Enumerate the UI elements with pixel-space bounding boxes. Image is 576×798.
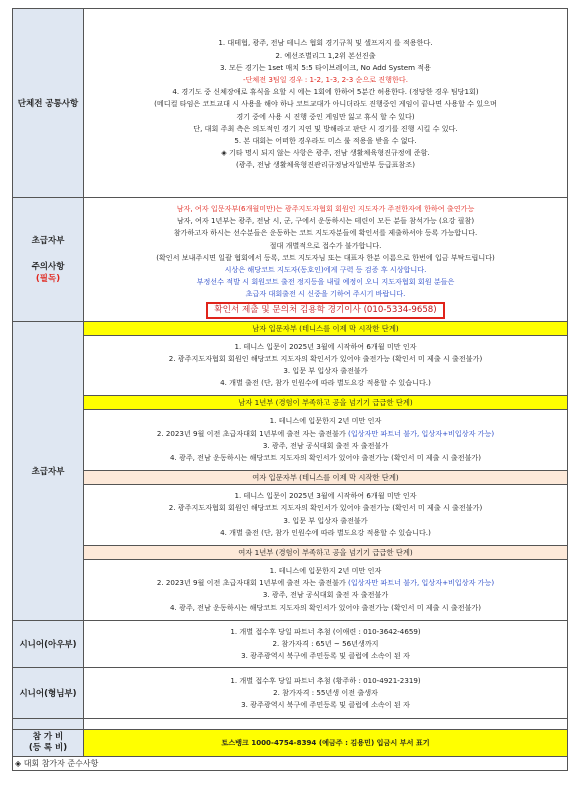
division-rule-line: 3. 광주, 전남 공식대회 출전 자 출전불가	[262, 590, 389, 600]
common-rules-content	[84, 9, 568, 198]
beginner-note-line: 부정선수 적발 시 회원코트 출전 정지등을 내릴 예정이 오니 지도자협회 회원 분들은	[196, 277, 455, 287]
senior-a-row	[13, 620, 568, 667]
fee-label-bottom: (등 록 비)	[28, 742, 68, 753]
rules-table	[12, 8, 568, 757]
beginner-division-label: 초급자부	[13, 321, 84, 620]
fee-account: 토스뱅크 1000-4754-8394 (예금주 : 김용민) 입금시 부서 표기	[84, 729, 568, 756]
division-rule-line: 2. 광주지도자협회 회원인 해당코트 지도자의 확인서가 있어야 출전가능 (확인서 미 제출 시 출전불가)	[168, 503, 483, 513]
participant-rules-footer: ◈ 대회 참가자 준수사항	[12, 757, 568, 771]
beginner-note-line: 시상은 해당코트 지도자(동호인)에게 구력 등 검증 후 시상합니다.	[224, 265, 427, 275]
common-rules-row	[13, 9, 568, 198]
beginner-notes-row	[13, 198, 568, 322]
division-rule-line: 4. 광주, 전남 운동하시는 해당코트 지도자의 확인서가 있어야 출전가능 (확인서 미 제출 시 출전불가)	[169, 602, 482, 612]
tournament-rules-sheet	[12, 8, 568, 771]
common-rule-line: -단체전 3팀일 경우 : 1-2, 1-3, 2-3 순으로 진행한다.	[243, 74, 408, 84]
fee-row	[13, 729, 568, 756]
common-rule-line: ◈ 기타 명시 되지 않는 사항은 광주, 전남 생활체육형진규정에 준함.	[221, 148, 430, 158]
division-rule-line: 2. 2023년 9월 이전 초급자대회 1년부에 출전 자는 출전불가 (입상자만 파트너 불가, 입상자+비입상자 가능)	[156, 578, 495, 588]
section-header-women-intro: 여자 입문자부 (테니스를 이제 막 시작한 단계)	[84, 470, 567, 485]
senior-a-content	[84, 620, 568, 667]
division-rule-line: 1. 테니스 입문이 2025년 3월에 시작하여 6개월 미만 인자	[234, 341, 417, 351]
spacer-row	[13, 718, 568, 729]
fee-label	[13, 729, 84, 756]
senior-b-content	[84, 667, 568, 718]
section-body-men-1year	[84, 410, 567, 470]
senior-a-line: 1. 개별 접수후 당일 파트너 추첨 (이애련 : 010-3642-4659)	[230, 626, 421, 636]
beginner-note-line: 초급자 대회출전 시 신중을 기하여 주시기 바랍니다.	[245, 289, 406, 299]
senior-b-row	[13, 667, 568, 718]
beginner-division-content	[84, 321, 568, 620]
senior-a-line: 2. 참가자격 : 65년 ~ 56년생까지	[272, 638, 379, 648]
common-rules-label: 단체전 공통사항	[13, 9, 84, 198]
division-rule-line: 1. 테니스에 입문한지 2년 미만 인자	[269, 566, 382, 576]
beginner-notes-label-top: 초급자부	[31, 236, 65, 247]
beginner-note-line: 참가하고자 하시는 선수분들은 운동하는 코트 지도자분들에 확인서를 제출하셔야 등록 가능합니다.	[173, 228, 478, 238]
contact-box: 확인서 제출 및 문의처 김용학 경기이사 (010-5334-9658)	[206, 302, 444, 319]
common-rule-line: 2. 예선조별리그 1,2위 본선진출	[275, 50, 376, 60]
beginner-note-line: 남자, 여자 입문자부(6개월미만)는 광주지도자협회 회원인 지도자가 주전한자에 한하여 출연가능	[176, 204, 475, 213]
common-rule-line: 경기 중에 사용 시 진행 중인 게임만 잃고 휴식 할 수 있다)	[236, 111, 415, 121]
senior-b-label: 시니어(형님부)	[13, 667, 84, 718]
senior-a-label: 시니어(아우부)	[13, 620, 84, 667]
senior-b-line: 2. 참가자격 : 55년생 이전 출생자	[273, 687, 378, 697]
common-rule-line: (메디컬 타임은 코트교대 시 사용을 해야 하나 코트교대가 아니더라도 진행중인 게임이 끝나면 사용할 수 있으며	[154, 99, 497, 109]
spacer-label	[13, 718, 84, 729]
division-rule-line: 3. 입문 부 입상자 출전불가	[283, 366, 368, 376]
common-rule-line: 1. 대테협, 광주, 전남 테니스 협회 경기규칙 및 셀프저지 를 적용한다.	[218, 38, 433, 48]
fee-label-top: 참 가 비	[32, 731, 64, 742]
division-rule-line: 3. 입문 부 입상자 출전불가	[283, 515, 368, 525]
senior-a-line: 3. 광주광역시 북구에 주민등록 및 클럽에 소속이 된 자	[241, 650, 410, 660]
beginner-notes-content	[84, 198, 568, 322]
division-rule-line: 1. 테니스 입문이 2025년 3월에 시작하여 6개월 미만 인자	[234, 491, 417, 501]
division-rule-main: 2. 2023년 9월 이전 초급자대회 1년부에 출전 자는 출전불가 (입상자만 파트너 불가, 입상자+비입상자 가능)	[156, 428, 495, 438]
section-header-women-1year: 여자 1년부 (경험이 부족하고 공을 넘기기 급급한 단계)	[84, 545, 567, 560]
beginner-note-line: 절대 개별적으로 접수가 불가합니다.	[269, 240, 382, 250]
beginner-note-line: 남자, 여자 1년부는 광주, 전남 시, 군, 구에서 운동하시는 테린이 모든 분들 참석가능 (요강 필참)	[176, 216, 475, 226]
common-rule-line: 4. 경기도 중 신체장애로 휴식을 요할 시 에는 1회에 한하여 5분간 허용한다. (정당한 경우 팀당1회)	[172, 87, 479, 97]
common-rule-line: (광주, 전남 생활체육형진관리규정남자일반부 등급표참조)	[235, 160, 415, 170]
section-header-men-intro: 남자 입문자부 (테니스를 이제 막 시작한 단계)	[84, 322, 567, 336]
partner-rule-note: (입상자만 파트너 불가, 입상자+비입상자 가능)	[348, 578, 495, 588]
senior-b-line: 1. 개별 접수후 당일 파트너 추첨 (황주하 : 010-4921-2319)	[230, 675, 421, 685]
beginner-notes-label	[13, 198, 84, 322]
division-rule-line: 2. 광주지도자협회 회원인 해당코트 지도자의 확인서가 있어야 출전가능 (확인서 미 제출 시 출전불가)	[168, 353, 483, 363]
division-rule-line: 4. 개별 출전 (단, 참가 인원수에 따라 별도요강 적용할 수 있습니다.)	[220, 378, 431, 388]
common-rule-line: 5. 본 대회는 어떠한 경우라도 미스 룰 적용을 받을 수 없다.	[234, 136, 417, 145]
spacer-content	[84, 718, 568, 729]
beginner-notes-label-bottom: (필독)	[35, 274, 61, 285]
beginner-notes-label-mid: 주의사항	[31, 262, 65, 273]
partner-rule-note: (입상자만 파트너 불가, 입상자+비입상자 가능)	[348, 428, 495, 438]
division-rule-line: 3. 광주, 전남 공식대회 출전 자 출전불가	[262, 440, 389, 450]
division-rule-line: 4. 광주, 전남 운동하시는 해당코트 지도자의 확인서가 있어야 출전가능 (확인서 미 제출 시 출전불가)	[169, 453, 482, 463]
section-header-men-1year: 남자 1년부 (경험이 부족하고 공을 넘기기 급급한 단계)	[84, 395, 567, 410]
beginner-note-line: (확인서 보내주시면 일괄 협회에서 등록, 코트 지도자님 또는 대표자 한분 이름으로 한번에 입금 부탁드립니다)	[156, 252, 495, 262]
division-rule-line	[84, 428, 567, 440]
beginner-division-row	[13, 321, 568, 620]
senior-b-line: 3. 광주광역시 북구에 주민등록 및 클럽에 소속이 된 자	[241, 699, 410, 709]
section-body-men-intro	[84, 336, 567, 396]
common-rule-line: 3. 모든 경기는 1set 매치 5:5 타이브레이크, No Add System 적용	[220, 62, 431, 72]
division-rule-line: 4. 개별 출전 (단, 참가 인원수에 따라 별도요강 적용할 수 있습니다.)	[220, 527, 431, 537]
section-body-women-intro	[84, 485, 567, 545]
section-body-women-1year	[84, 560, 567, 620]
common-rule-line: 단, 대회 주최 측은 의도적인 경기 지연 및 방해라고 판단 시 경기를 진행 시킬 수 있다.	[193, 123, 458, 133]
division-rule-line: 1. 테니스에 입문한지 2년 미만 인자	[269, 416, 382, 426]
